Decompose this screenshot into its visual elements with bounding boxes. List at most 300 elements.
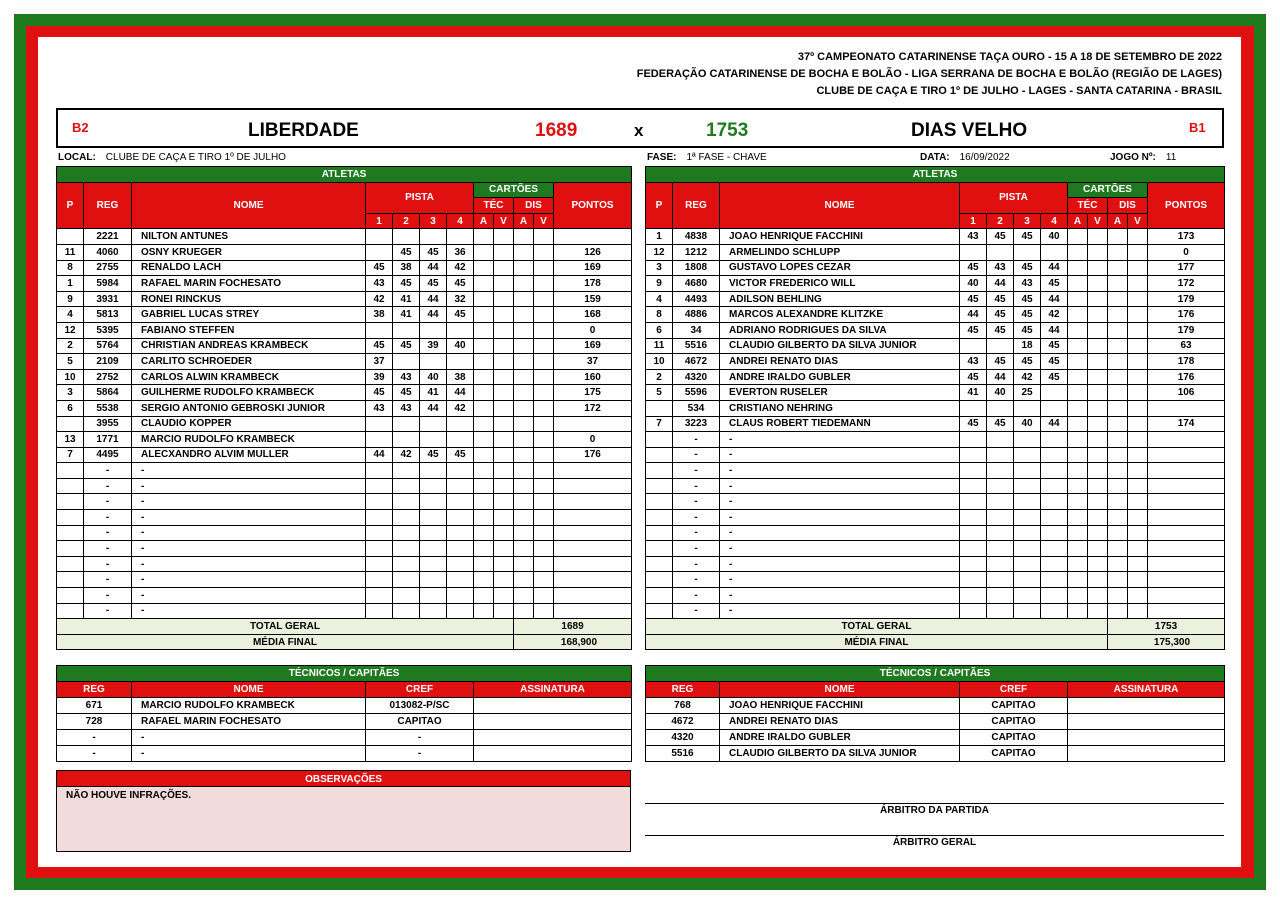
card-tec-a xyxy=(474,260,494,276)
card-dis-a xyxy=(514,494,534,510)
tecnico-name: RAFAEL MARIN FOCHESATO xyxy=(132,714,366,730)
lane-2-score: 45 xyxy=(393,385,420,401)
lane-4-score xyxy=(447,588,474,604)
card-tec-v xyxy=(494,463,514,479)
lane-4-score: 42 xyxy=(1041,307,1068,323)
card-dis-a xyxy=(1108,400,1128,416)
athlete-name: ANDRE IRALDO GUBLER xyxy=(720,369,960,385)
card-dis-v xyxy=(534,260,554,276)
card-dis-a xyxy=(514,307,534,323)
athlete-name: RAFAEL MARIN FOCHESATO xyxy=(132,276,366,292)
lane-1-score: 45 xyxy=(960,260,987,276)
lane-3-score xyxy=(1014,463,1041,479)
lane-2-score: 42 xyxy=(393,447,420,463)
lane-3-score: 45 xyxy=(1014,322,1041,338)
card-dis-v xyxy=(1128,572,1148,588)
athlete-row xyxy=(57,260,632,276)
athlete-reg: - xyxy=(84,510,132,526)
card-dis-v xyxy=(1128,447,1148,463)
lane-4-score xyxy=(447,603,474,619)
card-tec-v xyxy=(494,260,514,276)
card-tec-v xyxy=(494,588,514,604)
athlete-position: 3 xyxy=(57,385,84,401)
card-tec-a xyxy=(474,338,494,354)
athlete-points: 179 xyxy=(1148,322,1225,338)
lane-2-score: 41 xyxy=(393,291,420,307)
tecnico-row xyxy=(646,730,1225,746)
athlete-row xyxy=(57,416,632,432)
lane-2-score xyxy=(987,494,1014,510)
tecnico-name: ANDREI RENATO DIAS xyxy=(720,714,960,730)
card-dis-v xyxy=(534,276,554,292)
athlete-points: 175 xyxy=(554,385,632,401)
lane-1-score xyxy=(960,244,987,260)
data-info xyxy=(920,152,1010,163)
lane-2-score xyxy=(987,603,1014,619)
card-dis-v xyxy=(1128,307,1148,323)
athlete-row xyxy=(57,354,632,370)
card-tec-a xyxy=(474,354,494,370)
athlete-row xyxy=(646,572,1225,588)
tecnicos-header: TÉCNICOS / CAPITÃES xyxy=(646,666,1225,682)
lane-2-score xyxy=(393,229,420,245)
athlete-position: 5 xyxy=(57,354,84,370)
card-dis-a xyxy=(1108,541,1128,557)
observacoes-field[interactable]: NÃO HOUVE INFRAÇÕES. xyxy=(56,786,631,852)
lane-2-score: 45 xyxy=(987,354,1014,370)
lane-3-score xyxy=(420,432,447,448)
lane-2-score xyxy=(987,338,1014,354)
lane-4-score: 38 xyxy=(447,369,474,385)
lane-3-score xyxy=(1014,494,1041,510)
card-dis-v xyxy=(1128,400,1148,416)
athlete-position xyxy=(57,229,84,245)
athlete-points xyxy=(554,588,632,604)
athlete-name: - xyxy=(132,478,366,494)
lane-1-score xyxy=(366,556,393,572)
athlete-name: GUILHERME RUDOLFO KRAMBECK xyxy=(132,385,366,401)
card-tec-a xyxy=(474,369,494,385)
lane-1-score xyxy=(960,494,987,510)
athlete-row xyxy=(646,244,1225,260)
athlete-reg: 4493 xyxy=(673,291,720,307)
lane-1-score: 37 xyxy=(366,354,393,370)
card-tec-v xyxy=(1088,447,1108,463)
athlete-name: ALECXANDRO ALVIM MULLER xyxy=(132,447,366,463)
lane-3-score: 44 xyxy=(420,291,447,307)
card-dis-a xyxy=(514,385,534,401)
athlete-position xyxy=(57,603,84,619)
card-tec-a xyxy=(1068,432,1088,448)
athlete-name: FABIANO STEFFEN xyxy=(132,322,366,338)
card-tec-v xyxy=(494,307,514,323)
athlete-name: ARMELINDO SCHLUPP xyxy=(720,244,960,260)
athlete-points: 37 xyxy=(554,354,632,370)
athlete-position xyxy=(646,572,673,588)
card-dis-a xyxy=(514,260,534,276)
athlete-position: 13 xyxy=(57,432,84,448)
athlete-points: 0 xyxy=(554,322,632,338)
athlete-reg: - xyxy=(673,572,720,588)
athlete-row xyxy=(646,432,1225,448)
col-nome: NOME xyxy=(132,682,366,698)
athlete-reg: 3223 xyxy=(673,416,720,432)
lane-4-score xyxy=(1041,556,1068,572)
tecnico-cref: CAPITAO xyxy=(960,730,1068,746)
card-dis-v xyxy=(1128,432,1148,448)
athlete-row xyxy=(57,400,632,416)
athlete-row xyxy=(646,229,1225,245)
lane-1-score xyxy=(960,603,987,619)
lane-4-score: 44 xyxy=(1041,322,1068,338)
card-dis-a xyxy=(514,525,534,541)
lane-1-score: 45 xyxy=(366,260,393,276)
lane-1-score xyxy=(366,494,393,510)
card-dis-v xyxy=(534,307,554,323)
athlete-position xyxy=(646,400,673,416)
lane-4-score: 44 xyxy=(1041,291,1068,307)
athlete-position xyxy=(646,478,673,494)
card-dis-v xyxy=(1128,556,1148,572)
lane-4-score xyxy=(447,322,474,338)
lane-1-score xyxy=(366,416,393,432)
lane-4-score: 36 xyxy=(447,244,474,260)
lane-4-score xyxy=(447,478,474,494)
card-tec-v xyxy=(494,556,514,572)
athlete-points: 176 xyxy=(1148,307,1225,323)
athlete-row xyxy=(57,572,632,588)
lane-2-score xyxy=(393,556,420,572)
team-a-athletes-table xyxy=(56,166,632,650)
card-tec-a xyxy=(474,447,494,463)
athlete-points: 172 xyxy=(554,400,632,416)
athlete-points xyxy=(554,541,632,557)
card-tec-v xyxy=(494,400,514,416)
card-tec-v xyxy=(494,494,514,510)
card-dis-v xyxy=(534,463,554,479)
card-tec-a xyxy=(1068,276,1088,292)
athlete-points xyxy=(554,463,632,479)
athlete-name: - xyxy=(720,478,960,494)
lane-1-score xyxy=(960,510,987,526)
col-nome: NOME xyxy=(720,682,960,698)
card-dis-v xyxy=(534,338,554,354)
athlete-name: GABRIEL LUCAS STREY xyxy=(132,307,366,323)
card-tec-v xyxy=(494,276,514,292)
athlete-position: 10 xyxy=(57,369,84,385)
lane-3-score xyxy=(420,588,447,604)
lane-3-score: 39 xyxy=(420,338,447,354)
col-reg: REG xyxy=(57,682,132,698)
athlete-name: - xyxy=(720,556,960,572)
athlete-row xyxy=(646,494,1225,510)
card-dis-a xyxy=(514,369,534,385)
lane-4-score xyxy=(447,510,474,526)
card-dis-a xyxy=(514,603,534,619)
lane-3-score xyxy=(1014,400,1041,416)
athlete-name: - xyxy=(720,603,960,619)
athlete-points xyxy=(1148,494,1225,510)
lane-3-score: 44 xyxy=(420,307,447,323)
athlete-points: 174 xyxy=(1148,416,1225,432)
card-tec-a xyxy=(1068,541,1088,557)
card-dis-a xyxy=(514,244,534,260)
lane-2-score xyxy=(393,432,420,448)
lane-2-score xyxy=(987,463,1014,479)
lane-3-score xyxy=(1014,478,1041,494)
lane-2-score xyxy=(393,525,420,541)
lane-2-score: 44 xyxy=(987,369,1014,385)
tecnico-signature xyxy=(1068,730,1225,746)
lane-4-score: 45 xyxy=(1041,338,1068,354)
card-tec-a xyxy=(1068,338,1088,354)
col-lane-1: 1 xyxy=(960,213,987,229)
athlete-name: - xyxy=(132,525,366,541)
card-tec-v xyxy=(1088,229,1108,245)
lane-4-score xyxy=(1041,244,1068,260)
card-tec-v xyxy=(1088,400,1108,416)
lane-1-score xyxy=(960,463,987,479)
col-dis: DIS xyxy=(1108,198,1148,214)
lane-2-score: 38 xyxy=(393,260,420,276)
lane-3-score: 43 xyxy=(1014,276,1041,292)
lane-3-score xyxy=(420,229,447,245)
lane-3-score: 45 xyxy=(1014,307,1041,323)
col-dis-v: V xyxy=(534,213,554,229)
athlete-points: 172 xyxy=(1148,276,1225,292)
tecnico-reg: 768 xyxy=(646,698,720,714)
card-dis-a xyxy=(514,432,534,448)
tecnicos-header: TÉCNICOS / CAPITÃES xyxy=(57,666,632,682)
card-dis-a xyxy=(1108,385,1128,401)
lane-4-score: 45 xyxy=(1041,276,1068,292)
card-dis-a xyxy=(1108,463,1128,479)
card-tec-a xyxy=(474,307,494,323)
athlete-row xyxy=(646,478,1225,494)
card-dis-a xyxy=(514,572,534,588)
athlete-points: 63 xyxy=(1148,338,1225,354)
card-dis-a xyxy=(1108,416,1128,432)
lane-3-score xyxy=(420,416,447,432)
lane-3-score: 18 xyxy=(1014,338,1041,354)
athlete-name: - xyxy=(720,463,960,479)
athlete-row xyxy=(57,525,632,541)
athlete-name: VICTOR FREDERICO WILL xyxy=(720,276,960,292)
card-dis-a xyxy=(1108,369,1128,385)
card-tec-v xyxy=(1088,525,1108,541)
lane-1-score: 43 xyxy=(366,276,393,292)
athlete-name: OSNY KRUEGER xyxy=(132,244,366,260)
card-dis-a xyxy=(1108,229,1128,245)
lane-4-score xyxy=(1041,400,1068,416)
tecnico-name: JOAO HENRIQUE FACCHINI xyxy=(720,698,960,714)
lane-2-score xyxy=(393,478,420,494)
athlete-position xyxy=(646,510,673,526)
lane-4-score xyxy=(447,354,474,370)
athlete-position xyxy=(57,463,84,479)
federation-title: FEDERAÇÃO CATARINENSE DE BOCHA E BOLÃO - LIGA SERRANA DE BOCHA E BOLÃO (REGIÃO DE LAGES) xyxy=(636,68,1222,80)
card-dis-a xyxy=(514,229,534,245)
card-tec-v xyxy=(494,510,514,526)
athlete-reg: - xyxy=(84,603,132,619)
card-tec-a xyxy=(1068,588,1088,604)
lane-3-score xyxy=(1014,588,1041,604)
col-dis-a: A xyxy=(1108,213,1128,229)
card-tec-v xyxy=(1088,478,1108,494)
athlete-name: CLAUDIO GILBERTO DA SILVA JUNIOR xyxy=(720,338,960,354)
card-tec-a xyxy=(474,291,494,307)
athlete-name: NILTON ANTUNES xyxy=(132,229,366,245)
athlete-row xyxy=(57,510,632,526)
fase-info xyxy=(647,152,767,163)
athlete-points xyxy=(1148,603,1225,619)
athlete-row xyxy=(57,447,632,463)
athlete-points: 160 xyxy=(554,369,632,385)
athlete-points: 159 xyxy=(554,291,632,307)
card-dis-v xyxy=(534,369,554,385)
card-tec-a xyxy=(1068,307,1088,323)
athlete-reg: - xyxy=(673,494,720,510)
athlete-row xyxy=(57,276,632,292)
championship-title: 37º CAMPEONATO CATARINENSE TAÇA OURO - 15 A 18 DE SETEMBRO DE 2022 xyxy=(797,51,1222,63)
athlete-reg: 4886 xyxy=(673,307,720,323)
athlete-reg: - xyxy=(673,541,720,557)
col-tec: TÉC xyxy=(1068,198,1108,214)
athlete-reg: 3931 xyxy=(84,291,132,307)
tecnico-cref: CAPITAO xyxy=(366,714,474,730)
team-a-total: 1689 xyxy=(514,619,632,635)
lane-1-score: 44 xyxy=(366,447,393,463)
athlete-reg: - xyxy=(84,463,132,479)
col-lane-4: 4 xyxy=(447,213,474,229)
card-tec-a xyxy=(474,432,494,448)
col-tec: TÉC xyxy=(474,198,514,214)
lane-3-score xyxy=(1014,510,1041,526)
athlete-reg: 1212 xyxy=(673,244,720,260)
card-tec-v xyxy=(494,478,514,494)
card-dis-v xyxy=(1128,322,1148,338)
athlete-reg: - xyxy=(673,447,720,463)
card-tec-v xyxy=(1088,588,1108,604)
lane-3-score: 40 xyxy=(1014,416,1041,432)
athlete-position: 9 xyxy=(57,291,84,307)
col-pontos: PONTOS xyxy=(554,182,632,229)
athlete-points: 176 xyxy=(1148,369,1225,385)
card-dis-v xyxy=(534,447,554,463)
lane-3-score: 41 xyxy=(420,385,447,401)
card-tec-a xyxy=(474,416,494,432)
card-dis-a xyxy=(514,416,534,432)
athlete-name: CLAUS ROBERT TIEDEMANN xyxy=(720,416,960,432)
lane-3-score xyxy=(420,556,447,572)
tecnico-row xyxy=(646,714,1225,730)
lane-1-score xyxy=(960,447,987,463)
card-tec-v xyxy=(1088,276,1108,292)
lane-3-score: 45 xyxy=(420,244,447,260)
athlete-row xyxy=(57,229,632,245)
card-tec-a xyxy=(474,276,494,292)
lane-3-score xyxy=(1014,541,1041,557)
card-tec-a xyxy=(474,400,494,416)
lane-1-score xyxy=(366,603,393,619)
lane-4-score xyxy=(447,416,474,432)
data-label: DATA: xyxy=(920,152,950,163)
lane-4-score xyxy=(447,572,474,588)
athlete-points xyxy=(554,494,632,510)
athlete-points xyxy=(1148,588,1225,604)
fase-label: FASE: xyxy=(647,152,677,163)
athlete-name: - xyxy=(720,447,960,463)
athlete-points: 168 xyxy=(554,307,632,323)
card-dis-v xyxy=(1128,260,1148,276)
col-lane-2: 2 xyxy=(393,213,420,229)
lane-1-score: 43 xyxy=(960,229,987,245)
card-tec-v xyxy=(494,244,514,260)
tecnico-cref: CAPITAO xyxy=(960,698,1068,714)
card-dis-a xyxy=(514,338,534,354)
team-a-tecnicos-table xyxy=(56,665,632,762)
arbitro-partida-line xyxy=(645,803,1224,804)
lane-2-score xyxy=(393,588,420,604)
athlete-reg: 5764 xyxy=(84,338,132,354)
athlete-row xyxy=(57,291,632,307)
athlete-position xyxy=(57,572,84,588)
athlete-points: 176 xyxy=(554,447,632,463)
tecnico-name: ANDRE IRALDO GUBLER xyxy=(720,730,960,746)
tecnico-name: MARCIO RUDOLFO KRAMBECK xyxy=(132,698,366,714)
athlete-points xyxy=(1148,432,1225,448)
card-dis-a xyxy=(514,291,534,307)
lane-3-score xyxy=(420,510,447,526)
lane-4-score xyxy=(1041,478,1068,494)
card-tec-a xyxy=(474,478,494,494)
lane-2-score: 45 xyxy=(987,307,1014,323)
team-a-category: B2 xyxy=(72,120,89,135)
col-dis-v: V xyxy=(1128,213,1148,229)
tecnico-reg: 671 xyxy=(57,698,132,714)
card-dis-a xyxy=(1108,354,1128,370)
athlete-name: CARLITO SCHROEDER xyxy=(132,354,366,370)
lane-4-score xyxy=(447,494,474,510)
card-dis-v xyxy=(1128,244,1148,260)
athlete-points xyxy=(1148,525,1225,541)
athlete-row xyxy=(646,338,1225,354)
card-dis-v xyxy=(1128,463,1148,479)
tecnico-signature xyxy=(1068,746,1225,762)
lane-2-score xyxy=(393,494,420,510)
lane-3-score: 45 xyxy=(1014,229,1041,245)
card-tec-v xyxy=(494,229,514,245)
athletes-header: ATLETAS xyxy=(57,167,632,183)
col-lane-3: 3 xyxy=(1014,213,1041,229)
card-tec-v xyxy=(1088,291,1108,307)
lane-2-score xyxy=(393,510,420,526)
lane-3-score: 45 xyxy=(1014,354,1041,370)
venue-title: CLUBE DE CAÇA E TIRO 1º DE JULHO - LAGES - SANTA CATARINA - BRASIL xyxy=(816,85,1222,97)
card-tec-a xyxy=(1068,510,1088,526)
card-dis-v xyxy=(1128,510,1148,526)
athlete-reg: - xyxy=(673,510,720,526)
athlete-name: - xyxy=(720,572,960,588)
lane-1-score: 45 xyxy=(960,322,987,338)
arbitro-partida-label: ÁRBITRO DA PARTIDA xyxy=(880,805,989,816)
card-tec-a xyxy=(474,322,494,338)
card-dis-v xyxy=(1128,354,1148,370)
lane-3-score xyxy=(420,525,447,541)
card-tec-v xyxy=(494,541,514,557)
lane-1-score xyxy=(960,588,987,604)
tecnico-cref: - xyxy=(366,746,474,762)
